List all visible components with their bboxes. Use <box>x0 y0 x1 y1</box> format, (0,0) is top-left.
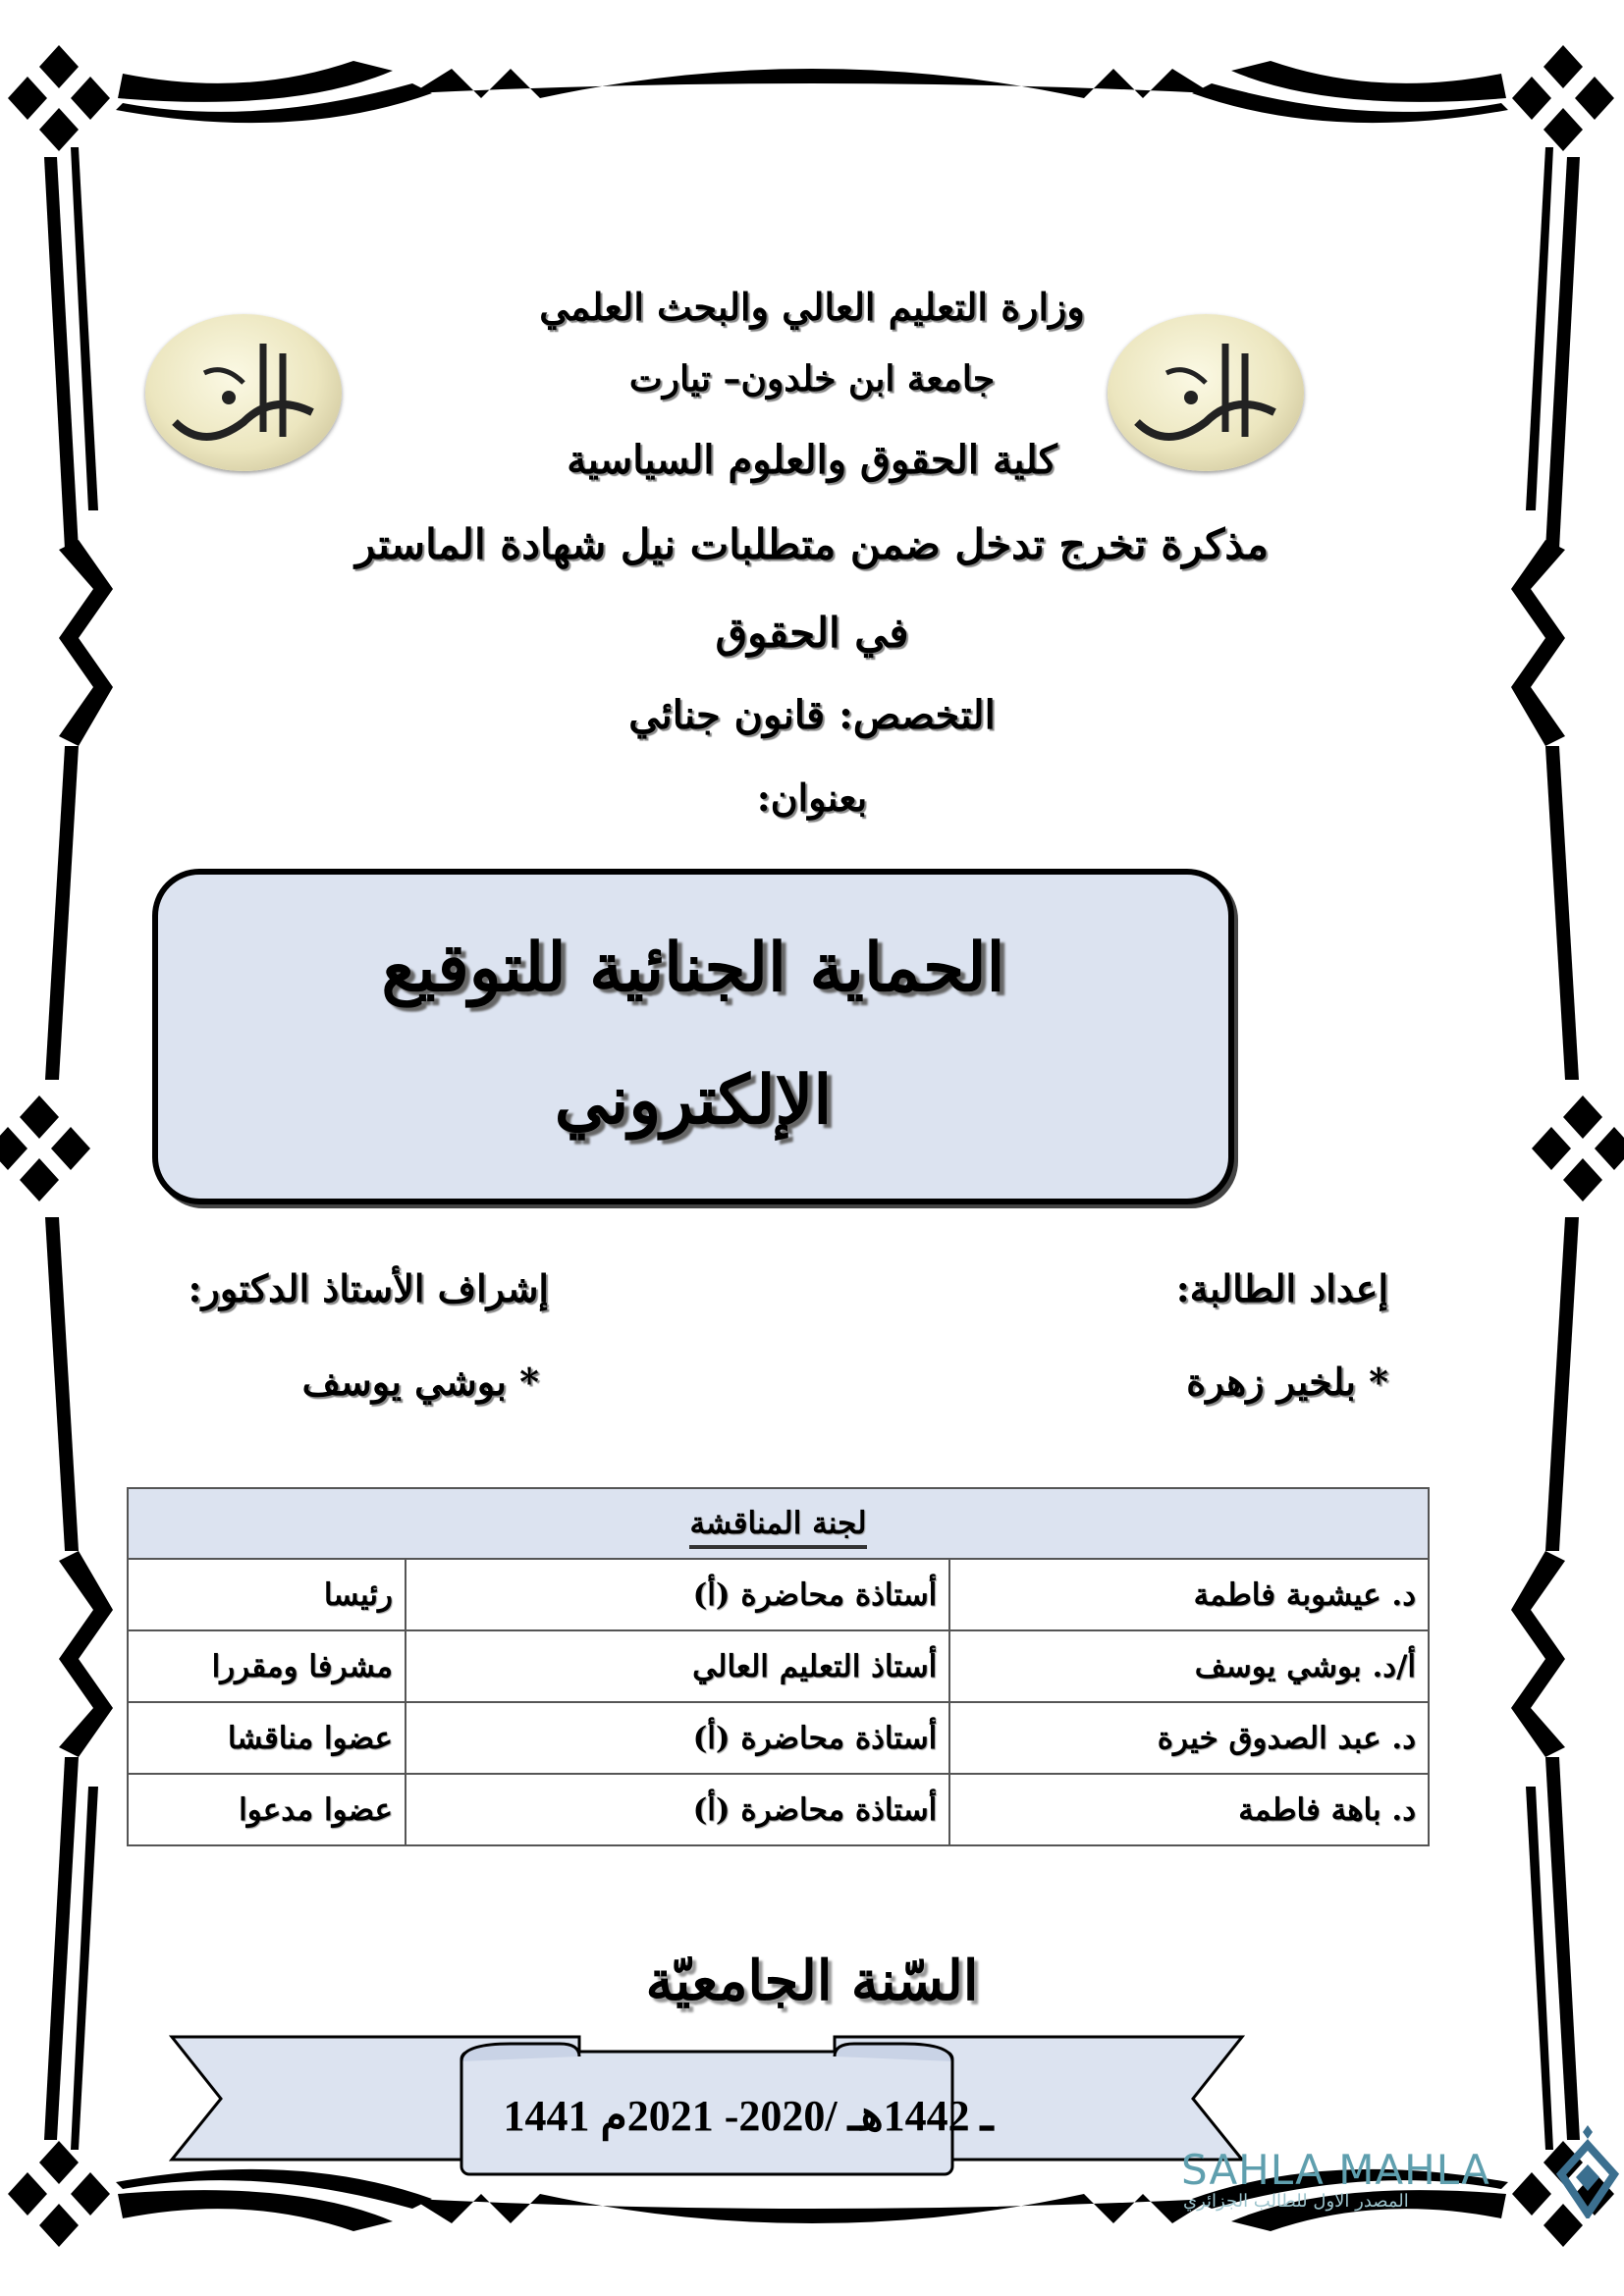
member-role: رئيسا <box>128 1559 406 1630</box>
sahla-mahla-logo-icon <box>1555 2120 1620 2218</box>
committee-header-row <box>128 1488 1429 1559</box>
member-rank: أستاذة محاضرة (أ) <box>406 1774 949 1845</box>
committee-heading: لجنة المناقشة <box>689 1506 866 1549</box>
watermark-brand: SAHLA MAHLA <box>1181 2146 1490 2194</box>
member-role: عضوا مناقشا <box>128 1702 406 1774</box>
committee-heading-cell <box>128 1488 1429 1559</box>
member-name: أ/د. بوشي يوسف <box>949 1630 1429 1702</box>
member-rank: أستاذة محاضرة (أ) <box>406 1702 949 1774</box>
member-role: مشرفا ومقررا <box>128 1630 406 1702</box>
member-rank: أستاذ التعليم العالي <box>406 1630 949 1702</box>
student-name: * بلخير زهرة <box>1186 1360 1388 1404</box>
member-name: د. عبد الصدوق خيرة <box>949 1702 1429 1774</box>
thesis-title-line2: الإلكتروني <box>554 1061 833 1140</box>
supervisor-label: إشراف الأستاذ الدكتور: <box>188 1266 549 1310</box>
member-role: عضوا مدعوا <box>128 1774 406 1845</box>
table-row <box>128 1559 1429 1630</box>
academic-year-heading: السّنة الجامعيّة <box>645 1949 979 2013</box>
ministry-name: وزارة التعليم العالي والبحث العلمي <box>539 285 1085 329</box>
table-row <box>128 1630 1429 1702</box>
student-label: إعداد الطالبة: <box>1175 1266 1388 1310</box>
supervisor-name: * بوشي يوسف <box>301 1360 539 1404</box>
academic-year-value: 1441 ـ 1442هـ /2020- 2021م <box>503 2092 994 2140</box>
thesis-field: في الحقوق <box>715 609 909 657</box>
title-intro: بعنوان: <box>756 775 868 820</box>
table-row <box>128 1702 1429 1774</box>
specialization: التخصص: قانون جنائي <box>628 692 996 738</box>
member-rank: أستاذة محاضرة (أ) <box>406 1559 949 1630</box>
member-name: د. باهة فاطمة <box>949 1774 1429 1845</box>
university-name: جامعة ابن خلدون– تيارت <box>628 358 996 400</box>
faculty-name: كلية الحقوق والعلوم السياسية <box>567 437 1057 483</box>
thesis-title-box <box>152 869 1234 1204</box>
committee-table <box>127 1487 1430 1846</box>
member-name: د. عيشوبة فاطمة <box>949 1559 1429 1630</box>
thesis-statement: مذكرة تخرج تدخل ضمن متطلبات نيل شهادة الماستر <box>355 520 1269 568</box>
table-row <box>128 1774 1429 1845</box>
watermark-tagline: المصدر الاول للطالب الجزائري <box>1183 2191 1409 2212</box>
thesis-title-line1: الحماية الجنائية للتوقيع <box>381 929 1005 1007</box>
